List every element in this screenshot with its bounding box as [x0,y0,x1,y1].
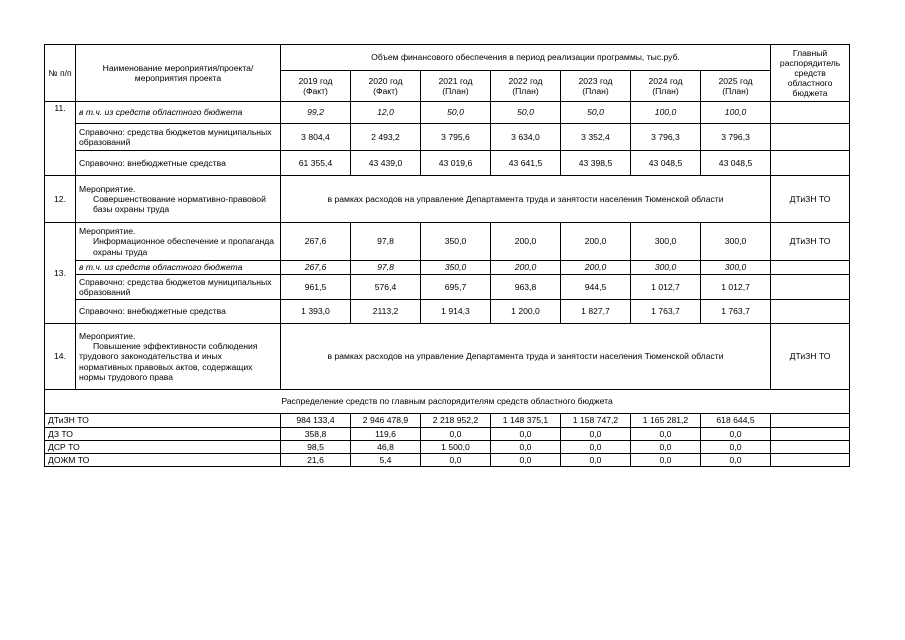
table-row [45,441,850,454]
row-label: Справочно: внебюджетные средства [76,151,281,176]
manager-cell: ДТиЗН ТО [771,324,850,390]
empty-cell [771,441,850,454]
row-label: в т.ч. из средств областного бюджета [76,102,281,124]
cell-value: 576,4 [351,275,421,300]
header-manager: Главный распорядитель средств областного бюджета [771,45,850,102]
table-row [45,102,850,124]
cell-value: 267,6 [281,223,351,261]
header-year-2023: 2023 год (План) [561,71,631,102]
row-number: 12. [45,176,76,223]
manager-cell [771,261,850,275]
cell-value: 350,0 [421,261,491,275]
financing-table [44,44,850,467]
cell-value: 3 796,3 [631,124,701,151]
cell-value: 1 763,7 [631,300,701,324]
cell-value: 1 914,3 [421,300,491,324]
cell-value: 695,7 [421,275,491,300]
cell-value: 0,0 [421,428,491,441]
cell-value: 300,0 [701,261,771,275]
table-row [45,275,850,300]
cell-value: 984 133,4 [281,414,351,428]
cell-value: 200,0 [491,223,561,261]
table-row [45,414,850,428]
cell-value: 50,0 [491,102,561,124]
cell-value: 46,8 [351,441,421,454]
manager-cell [771,151,850,176]
measure-name: Мероприятие. Совершенствование нормативно-правовой базы охраны труда [76,176,281,223]
cell-value: 300,0 [631,261,701,275]
header-year-2025: 2025 год (План) [701,71,771,102]
cell-value: 3 352,4 [561,124,631,151]
row-label: в т.ч. из средств областного бюджета [76,261,281,275]
cell-value: 961,5 [281,275,351,300]
cell-value: 267,6 [281,261,351,275]
cell-value: 1 500,0 [421,441,491,454]
row-label: ДСР ТО [45,441,281,454]
row-label: Справочно: средства бюджетов муниципальных образований [76,124,281,151]
table-row [45,223,850,261]
cell-value: 3 634,0 [491,124,561,151]
cell-value: 12,0 [351,102,421,124]
cell-value: 2 493,2 [351,124,421,151]
cell-value: 21,6 [281,454,351,467]
empty-cell [771,454,850,467]
header-year-2022: 2022 год (План) [491,71,561,102]
cell-value: 0,0 [561,454,631,467]
table-row [45,300,850,324]
empty-cell [771,414,850,428]
table-row [45,454,850,467]
row-label: ДОЖМ ТО [45,454,281,467]
cell-value: 0,0 [631,441,701,454]
cell-value: 0,0 [701,454,771,467]
cell-value: 300,0 [631,223,701,261]
cell-value: 50,0 [561,102,631,124]
cell-value: 119,6 [351,428,421,441]
manager-cell [771,275,850,300]
header-name: Наименование мероприятия/проекта/мероприятия проекта [76,45,281,102]
cell-value: 97,8 [351,261,421,275]
cell-value: 43 019,6 [421,151,491,176]
header-num: № п/п [45,45,76,102]
cell-value: 200,0 [561,223,631,261]
cell-value: 618 644,5 [701,414,771,428]
measure-name: Мероприятие. Информационное обеспечение и пропаганда охраны труда [76,223,281,261]
cell-value: 350,0 [421,223,491,261]
row-label: ДТиЗН ТО [45,414,281,428]
cell-value: 2 946 478,9 [351,414,421,428]
cell-value: 98,5 [281,441,351,454]
cell-value: 2113,2 [351,300,421,324]
cell-value: 0,0 [421,454,491,467]
cell-value: 5,4 [351,454,421,467]
cell-value: 97,8 [351,223,421,261]
cell-value: 3 796,3 [701,124,771,151]
header-year-2020: 2020 год (Факт) [351,71,421,102]
cell-value: 0,0 [701,441,771,454]
header-year-2024: 2024 год (План) [631,71,701,102]
manager-cell: ДТиЗН ТО [771,223,850,261]
row-label: Справочно: средства бюджетов муниципальных образований [76,275,281,300]
measure-name: Мероприятие. Повышение эффективности соблюдения трудового законодательства и иных нормативных правовых актов, содержащих нормы трудового права [76,324,281,390]
manager-cell [771,300,850,324]
cell-value: 0,0 [491,441,561,454]
cell-value: 1 200,0 [491,300,561,324]
distribution-title: Распределение средств по главным распорядителям средств областного бюджета [45,390,850,414]
cell-value: 3 795,6 [421,124,491,151]
cell-value: 1 393,0 [281,300,351,324]
cell-value: 1 012,7 [631,275,701,300]
cell-value: 300,0 [701,223,771,261]
header-volume: Объем финансового обеспечения в период реализации программы, тыс.руб. [281,45,771,71]
cell-value: 0,0 [491,428,561,441]
cell-value: 1 763,7 [701,300,771,324]
cell-value: 963,8 [491,275,561,300]
cell-value: 1 827,7 [561,300,631,324]
row-label: ДЗ ТО [45,428,281,441]
cell-value: 0,0 [491,454,561,467]
cell-value: 0,0 [631,428,701,441]
header-year-2019: 2019 год (Факт) [281,71,351,102]
cell-value: 100,0 [631,102,701,124]
cell-value: 1 165 281,2 [631,414,701,428]
table-row [45,261,850,275]
cell-value: 100,0 [701,102,771,124]
row-number: 11. [45,102,76,176]
header-year-2021: 2021 год (План) [421,71,491,102]
manager-cell [771,102,850,124]
empty-cell [771,428,850,441]
cell-value: 50,0 [421,102,491,124]
cell-value: 1 158 747,2 [561,414,631,428]
manager-cell [771,124,850,151]
table-row [45,428,850,441]
cell-value: 43 641,5 [491,151,561,176]
measure-note: в рамках расходов на управление Департамента труда и занятости населения Тюменской области [281,176,771,223]
cell-value: 2 218 952,2 [421,414,491,428]
cell-value: 358,8 [281,428,351,441]
table-row [45,151,850,176]
cell-value: 43 398,5 [561,151,631,176]
cell-value: 200,0 [491,261,561,275]
table-row [45,124,850,151]
manager-cell: ДТиЗН ТО [771,176,850,223]
table-row [45,324,850,390]
cell-value: 3 804,4 [281,124,351,151]
measure-note: в рамках расходов на управление Департамента труда и занятости населения Тюменской области [281,324,771,390]
cell-value: 99,2 [281,102,351,124]
cell-value: 0,0 [561,428,631,441]
cell-value: 1 148 375,1 [491,414,561,428]
cell-value: 0,0 [701,428,771,441]
cell-value: 200,0 [561,261,631,275]
table-row [45,176,850,223]
cell-value: 944,5 [561,275,631,300]
row-number: 13. [45,223,76,324]
row-number: 14. [45,324,76,390]
cell-value: 0,0 [561,441,631,454]
cell-value: 61 355,4 [281,151,351,176]
cell-value: 43 048,5 [631,151,701,176]
cell-value: 1 012,7 [701,275,771,300]
cell-value: 43 439,0 [351,151,421,176]
row-label: Справочно: внебюджетные средства [76,300,281,324]
cell-value: 43 048,5 [701,151,771,176]
cell-value: 0,0 [631,454,701,467]
